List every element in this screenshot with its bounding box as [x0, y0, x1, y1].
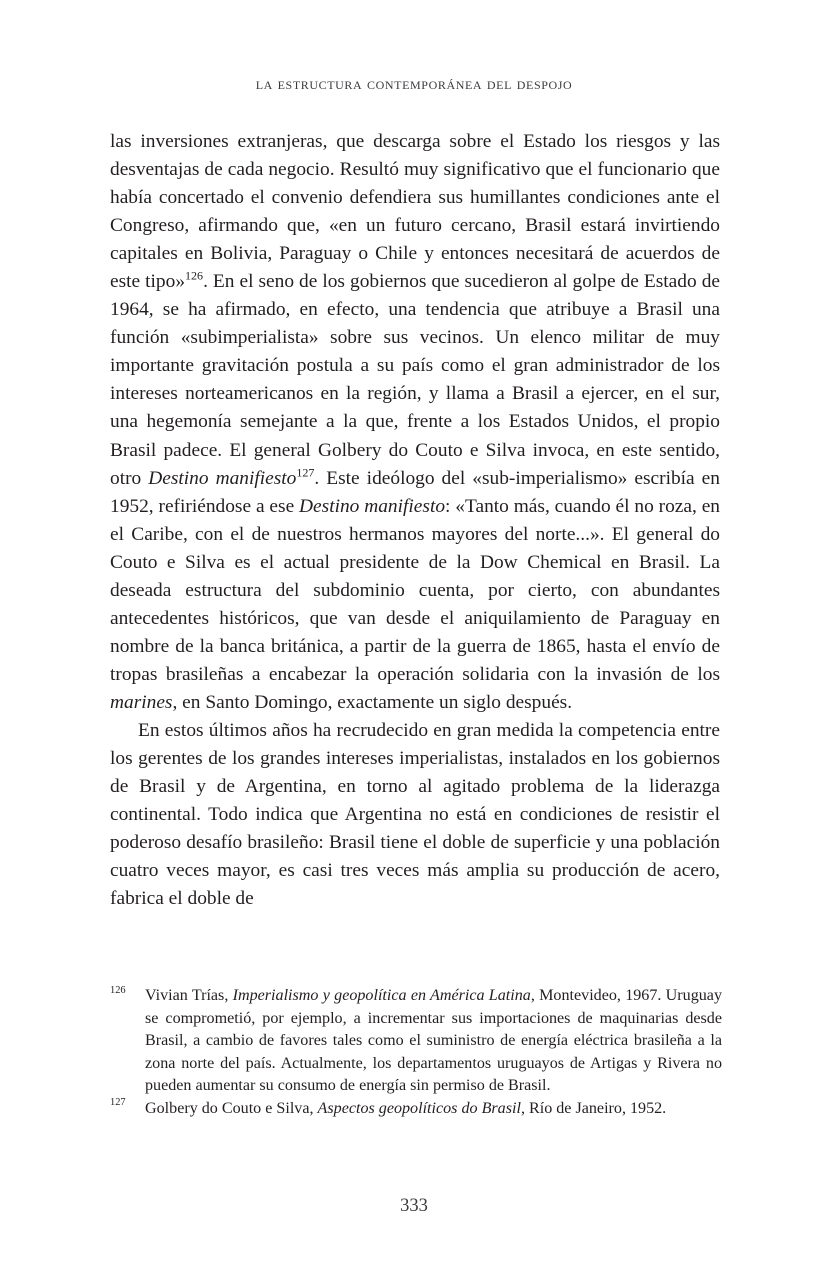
footnote-text: [145, 987, 722, 1094]
text-run: : «Tanto más, cuando él no roza, en el Caribe, con el de nuestros hermanos mayores del norte...». El general do Couto e Silva es el actual presidente de la Dow Chemical en Brasil. La deseada estructura del subdominio cuenta, por cierto, con abundantes antecedentes históricos, que van desde el aniquilamiento de Paraguay en nombre de la banca británica, a partir de la guerra de 1865, hasta el envío de tropas brasileñas a encabezar la operación solidaria con la invasión de los: [110, 495, 720, 685]
footnote-text: [145, 1100, 666, 1117]
italic-text: Aspectos geopolíticos do Brasil: [317, 1099, 521, 1117]
footnote: [110, 985, 722, 1098]
footnote-number: 127: [110, 1097, 126, 1109]
body-text-block: [110, 128, 720, 913]
italic-text: Destino manifiesto: [148, 467, 297, 489]
footnotes-block: [110, 985, 722, 1121]
text-run: En estos últimos años ha recrudecido en gran medida la competencia entre los gerentes de los grandes intereses imperialistas, instalados en los gobiernos de Brasil y de Argentina, en torno al agitado problema de la liderazga continental. Todo indica que Argentina no está en condiciones de resistir el poderoso desafío brasileño: Brasil tiene el doble de superficie y una población cuatro veces mayor, es casi tres veces más amplia su producción de acero, fabrica el doble de: [110, 719, 720, 910]
footnote-number: 126: [110, 984, 126, 996]
text-run: , en Santo Domingo, exactamente un siglo después.: [172, 691, 573, 713]
text-run: . En el seno de los gobiernos que sucedieron al golpe de Estado de 1964, se ha afirmado, en efecto, una tendencia que atribuye a Brasil una función «subimperialista» sobre sus vecinos. Un elenco militar de muy importante gravitación postula a su país como el gran administrador de los intereses norteamericanos en la región, y llama a Brasil a ejercer, en el sur, una hegemonía semejante a la que, frente a los Estados Unidos, el propio Brasil padece. El general Golbery do Couto e Silva invoca, en este sentido, otro: [110, 271, 720, 489]
footnote: [110, 1098, 722, 1121]
body-paragraph: [110, 717, 720, 913]
italic-text: Destino manifiesto: [299, 495, 446, 517]
italic-text: Imperialismo y geopolítica en América Latina: [232, 987, 531, 1004]
text-run: , Montevideo, 1967. Uruguay se comprometió, por ejemplo, a incrementar sus importaciones de maquinarias desde Brasil, a cambio de favores tales como el suministro de energía eléctrica brasileña a la zona norte del país. Actualmente, los departamentos uruguayos de Artigas y Rivera no pueden aumentar su consumo de energía sin permiso de Brasil.: [145, 987, 722, 1095]
text-run: , Río de Janeiro, 1952.: [520, 1099, 667, 1117]
footnote-reference[interactable]: 127: [296, 465, 315, 480]
text-run: . Este ideólogo del «sub-imperialismo» escribía en 1952, refiriéndose a ese: [110, 467, 720, 517]
text-run: Golbery do Couto e Silva,: [145, 1099, 318, 1117]
footnote-reference[interactable]: 126: [185, 268, 204, 283]
italic-text: marines: [110, 691, 173, 713]
text-run: las inversiones extranjeras, que descarga sobre el Estado los riesgos y las desventajas de cada negocio. Resultó muy significativo que el funcionario que había concertado el convenio defendiera sus humillantes condiciones ante el Congreso, afirmando que, «en un futuro cercano, Brasil estará invirtiendo capitales en Bolivia, Paraguay o Chile y entonces necesitará de acuerdos de este tipo»: [110, 131, 720, 293]
text-run: Vivian Trías,: [145, 987, 233, 1004]
running-head: la estructura contemporánea del despojo: [255, 74, 573, 93]
body-paragraph: [110, 128, 720, 717]
page-number: 333: [400, 1196, 428, 1216]
